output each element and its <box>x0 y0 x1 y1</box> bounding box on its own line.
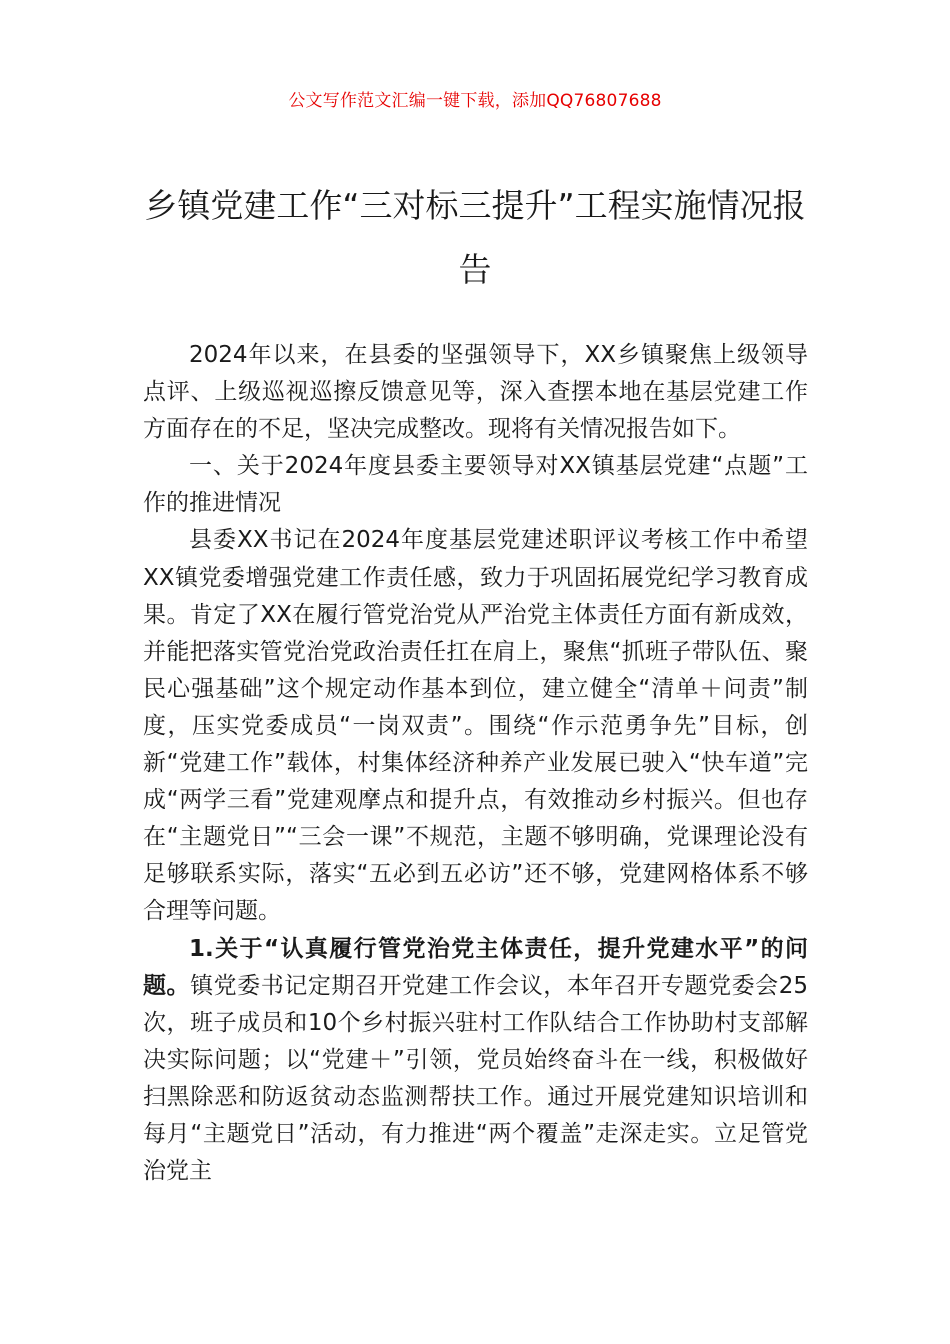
document-body <box>143 337 808 1190</box>
paragraph-review: 县委XX书记在2024年度基层党建述职评议考核工作中希望XX镇党委增强党建工作责任感，致力于巩固拓展党纪学习教育成果。肯定了XX在履行管党治党从严治党主体责任方面有新成效，并能把落实管党治党政治责任扛在肩上，聚焦“抓班子带队伍、聚民心强基础”这个规定动作基本到位，建立健全“清单＋问责”制度，压实党委成员“一岗双责”。围绕“作示范勇争先”目标，创新“党建工作”载体，村集体经济种养产业发展已驶入“快车道”完成“两学三看”党建观摩点和提升点，有效推动乡村振兴。但也存在“主题党日”“三会一课”不规范，主题不够明确，党课理论没有足够联系实际，落实“五必到五必访”还不够，党建网格体系不够合理等问题。 <box>143 527 808 925</box>
paragraph-intro: 2024年以来，在县委的坚强领导下，XX乡镇聚焦上级领导点评、上级巡视巡擦反馈意见等，深入查摆本地在基层党建工作方面存在的不足，坚决完成整改。现将有关情况报告如下。 <box>143 342 808 443</box>
download-banner[interactable]: 公文写作范文汇编一键下载，添加QQ76807688 <box>288 91 662 111</box>
section-heading: 一、关于2024年度县委主要领导对XX镇基层党建“点题”工作的推进情况 <box>143 453 808 517</box>
item-1-heading: 1.关于“认真履行管党治党主体责任，提升党建水平”的问题。 <box>143 935 808 999</box>
page-title: 乡镇党建工作“三对标三提升”工程实施情况报告 <box>144 186 806 289</box>
paragraph-item-1 <box>143 931 808 1191</box>
item-1-text: 镇党委书记定期召开党建工作会议，本年召开专题党委会25次，班子成员和10个乡村振兴驻村工作队结合工作协助村支部解决实际问题；以“党建＋”引领，党员始终奋斗在一线，积极做好扫黑除恶和防返贫动态监测帮扶工作。通过开展党建知识培训和每月“主题党日”活动，有力推进“两个覆盖”走深走实。立足管党治党主 <box>143 972 808 1185</box>
